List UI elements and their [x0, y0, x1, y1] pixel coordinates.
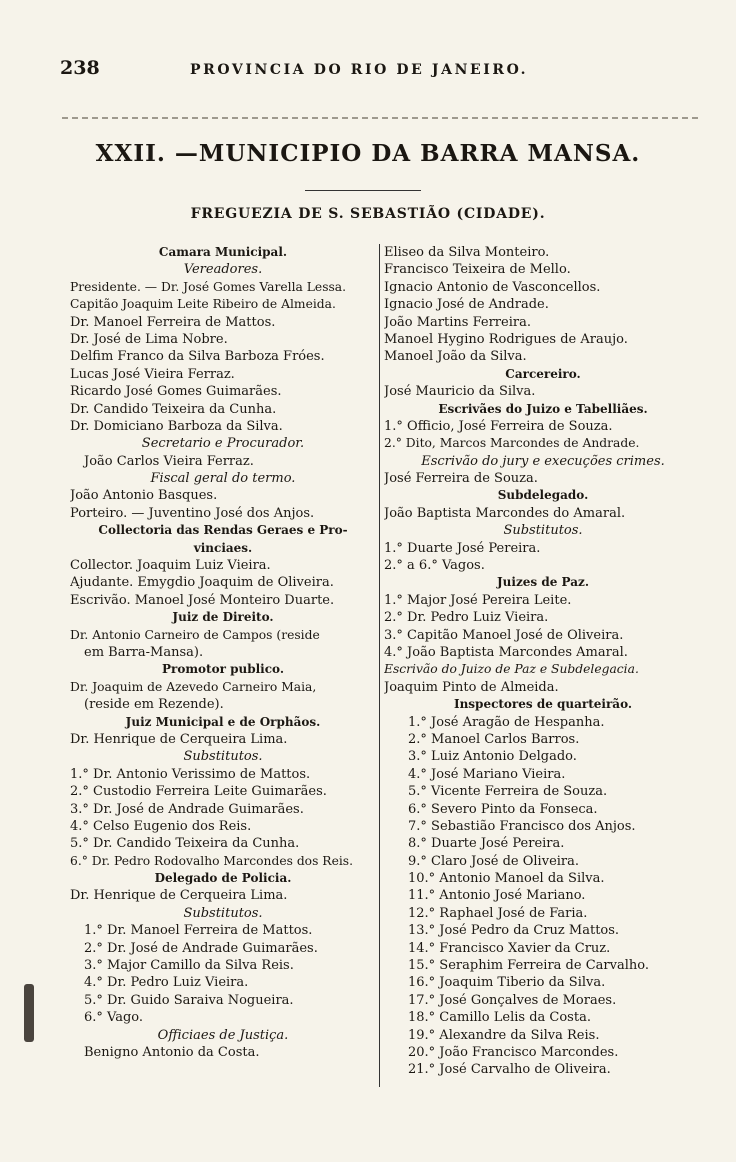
text-line: 12.° Raphael José de Faria. [408, 905, 588, 921]
text-line: 2.° Dito, Marcos Marcondes de Andrade. [384, 436, 640, 451]
text-line: 2.° Dr. José de Andrade Guimarães. [84, 940, 318, 956]
text-line: 15.° Seraphim Ferreira de Carvalho. [408, 958, 649, 974]
text-line: João Baptista Marcondes do Amaral. [384, 505, 626, 521]
text-line: Dr. Joaquim de Azevedo Carneiro Maia, [70, 679, 317, 694]
section-heading: Collectoria das Rendas Geraes e Pro- [98, 523, 348, 538]
text-line: Dr. Domiciano Barboza da Silva. [70, 418, 283, 434]
text-line: 10.° Antonio Manoel da Silva. [408, 871, 605, 887]
binding-mark [24, 984, 34, 1042]
text-line: Escrivão. Manoel José Monteiro Duarte. [70, 592, 335, 608]
text-line: Manoel Hygino Rodrigues de Araujo. [384, 331, 628, 347]
section-heading: Juizes de Paz. [496, 575, 589, 590]
section-heading: Inspectores de quarteirão. [453, 697, 633, 712]
text-line: João Antonio Basques. [70, 488, 218, 504]
section-heading: Carcereiro. [505, 366, 581, 381]
section-heading: Camara Municipal. [158, 245, 288, 259]
text-line: Dr. Antonio Carneiro de Campos (reside [70, 627, 320, 642]
right-column [384, 244, 702, 1079]
text-line: Lucas José Vieira Ferraz. [70, 366, 235, 382]
text-line: 3.° Capitão Manoel José de Oliveira. [384, 627, 624, 643]
section-heading: Escrivães do Juizo e Tabelliães. [438, 401, 648, 416]
subheading: Vereadores. [183, 262, 263, 278]
text-line: 2.° Custodio Ferreira Leite Guimarães. [70, 784, 327, 800]
subheading: Substitutos. [183, 905, 263, 921]
text-line: Joaquim Pinto de Almeida. [384, 679, 559, 695]
text-line: 5.° Dr. Guido Saraiva Nogueira. [84, 992, 294, 1008]
text-line: Dr. Candido Teixeira da Cunha. [70, 401, 277, 417]
header-rule [62, 117, 698, 119]
text-line: Eliseo da Silva Monteiro. [384, 245, 550, 260]
text-line: 6.° Severo Pinto da Fonseca. [408, 801, 598, 817]
section-heading: Delegado de Policia. [154, 871, 292, 886]
text-line: 5.° Dr. Candido Teixeira da Cunha. [70, 836, 300, 852]
text-line: Dr. Manoel Ferreira de Mattos. [70, 314, 276, 330]
text-line: 13.° José Pedro da Cruz Mattos. [408, 923, 620, 939]
text-line: Dr. Henrique de Cerqueira Lima. [70, 731, 288, 747]
text-line: Ricardo José Gomes Guimarães. [70, 384, 282, 400]
text-line: 4.° Dr. Pedro Luiz Vieira. [84, 975, 249, 991]
text-line: 1.° José Aragão de Hespanha. [408, 714, 605, 730]
text-line: 5.° Vicente Ferreira de Souza. [408, 784, 608, 800]
text-line: 6.° Vago. [84, 1010, 144, 1026]
text-line: 18.° Camillo Lelis da Costa. [408, 1010, 591, 1026]
text-line: 2.° a 6.° Vagos. [384, 558, 485, 574]
text-line: 1.° Officio, José Ferreira de Souza. [384, 418, 613, 434]
text-line: Delfim Franco da Silva Barboza Fróes. [70, 349, 325, 365]
text-line: 19.° Alexandre da Silva Reis. [408, 1027, 600, 1043]
text-line: 1.° Major José Pereira Leite. [384, 592, 572, 608]
text-line: Porteiro. — Juventino José dos Anjos. [70, 505, 315, 521]
section-heading: Promotor publico. [162, 662, 284, 677]
section-heading: Subdelegado. [497, 488, 589, 503]
subheading: Fiscal geral do termo. [150, 471, 296, 487]
subheading: Secretario e Procurador. [141, 436, 305, 452]
subheading: Substitutos. [503, 523, 583, 539]
text-line: 3.° Luiz Antonio Delgado. [408, 749, 577, 765]
text-line: Ignacio José de Andrade. [384, 297, 549, 313]
subheading: Substitutos. [183, 749, 263, 765]
running-title: PROVINCIA DO RIO DE JANEIRO. [190, 62, 529, 78]
text-line: 14.° Francisco Xavier da Cruz. [408, 940, 611, 956]
text-line: 1.° Duarte José Pereira. [384, 540, 541, 556]
chapter-rule [305, 190, 421, 191]
text-line: Francisco Teixeira de Mello. [384, 262, 571, 278]
text-line: Benigno Antonio da Costa. [84, 1044, 260, 1060]
text-line: João Carlos Vieira Ferraz. [84, 453, 254, 469]
text-line: 17.° José Gonçalves de Moraes. [408, 992, 617, 1008]
text-line: 4.° Celso Eugenio dos Reis. [70, 818, 252, 834]
text-line: Capitão Joaquim Leite Ribeiro de Almeida. [70, 297, 336, 312]
text-line: José Ferreira de Souza. [384, 471, 538, 487]
text-line: Dr. Henrique de Cerqueira Lima. [70, 888, 288, 904]
text-line: 2.° Manoel Carlos Barros. [408, 731, 580, 747]
subheading: Officiaes de Justiça. [157, 1027, 289, 1043]
text-line: José Mauricio da Silva. [384, 384, 536, 400]
text-line: 4.° João Baptista Marcondes Amaral. [384, 644, 628, 660]
text-line: 1.° Dr. Antonio Verissimo de Mattos. [70, 766, 311, 782]
text-line: 3.° Major Camillo da Silva Reis. [84, 958, 294, 974]
text-line: Ignacio Antonio de Vasconcellos. [384, 279, 601, 295]
text-line: Ajudante. Emygdio Joaquim de Oliveira. [70, 575, 334, 591]
left-column [70, 244, 376, 1061]
text-line: 7.° Sebastião Francisco dos Anjos. [408, 818, 636, 834]
text-line: (reside em Rezende). [84, 697, 224, 713]
subheading: Escrivão do Juizo de Paz e Subdelegacia. [384, 662, 639, 677]
text-line: 2.° Dr. Pedro Luiz Vieira. [384, 610, 549, 626]
text-line: 9.° Claro José de Oliveira. [408, 853, 580, 869]
text-line: 20.° João Francisco Marcondes. [408, 1044, 619, 1060]
section-heading: Juiz de Direito. [172, 610, 274, 625]
section-heading: vinciaes. [193, 540, 253, 555]
text-line: Collector. Joaquim Luiz Vieira. [70, 558, 271, 574]
text-line: Dr. José de Lima Nobre. [70, 331, 228, 347]
section-heading: Juiz Municipal e de Orphãos. [125, 714, 321, 729]
text-line: em Barra-Mansa). [84, 644, 204, 660]
text-line: 3.° Dr. José de Andrade Guimarães. [70, 801, 304, 817]
text-line: 1.° Dr. Manoel Ferreira de Mattos. [84, 923, 313, 939]
chapter-title: XXII. —MUNICIPIO DA BARRA MANSA. [95, 140, 641, 167]
parish-title: FREGUEZIA DE S. SEBASTIÃO (CIDADE). [190, 206, 546, 222]
text-line: 8.° Duarte José Pereira. [408, 836, 565, 852]
text-line: Manoel João da Silva. [384, 349, 527, 365]
text-line: 11.° Antonio José Mariano. [408, 888, 586, 904]
text-line: João Martins Ferreira. [384, 314, 531, 330]
subheading: Escrivão do jury e execuções crimes. [421, 453, 665, 469]
page-number: 238 [60, 57, 100, 79]
text-line: 4.° José Mariano Vieira. [408, 766, 566, 782]
text-line: 21.° José Carvalho de Oliveira. [408, 1062, 611, 1078]
column-divider [379, 244, 380, 1087]
text-line: 16.° Joaquim Tiberio da Silva. [408, 975, 606, 991]
text-line: 6.° Dr. Pedro Rodovalho Marcondes dos Reis. [70, 853, 353, 868]
text-line: Presidente. — Dr. José Gomes Varella Lessa. [70, 279, 347, 294]
